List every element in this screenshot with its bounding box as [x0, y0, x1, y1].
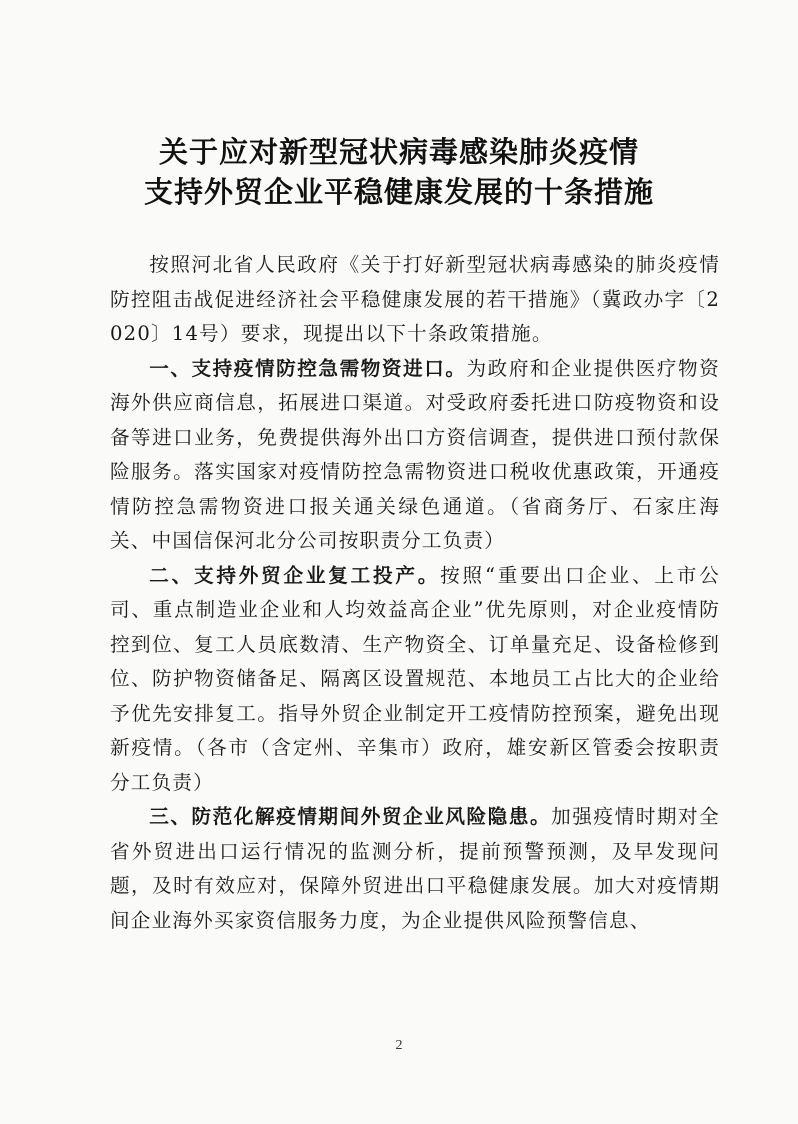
page-number: 2 [395, 1038, 403, 1053]
measure-heading-2: 二、支持外贸企业复工投产。 [149, 563, 441, 587]
measure-paragraph-1 [110, 352, 720, 559]
measure-heading-1: 一、支持疫情防控急需物资进口。 [149, 356, 467, 380]
measure-text-3: 加强疫情时期对全省外贸进出口运行情况的监测分析，提前预警预测，及早发现问题，及时有效应对，保障外贸进出口平稳健康发展。加大对疫情期间企业海外买家资信服务力度，为企业提供风险预警信息、 [110, 805, 720, 932]
intro-paragraph: 按照河北省人民政府《关于打好新型冠状病毒感染的肺炎疫情防控阻击战促进经济社会平稳健康发展的若干措施》（冀政办字〔2020〕14号）要求，现提出以下十条政策措施。 [110, 253, 720, 345]
measure-text-1: 为政府和企业提供医疗物资海外供应商信息，拓展进口渠道。对受政府委托进口防疫物资和设备等进口业务，免费提供海外出口方资信调查，提供进口预付款保险服务。落实国家对疫情防控急需物资进口税收优惠政策，开通疫情防控急需物资进口报关通关绿色通道。（省商务厅、石家庄海关、中国信保河北分公司按职责分工负责） [110, 356, 721, 552]
measure-heading-3: 三、防范化解疫情期间外贸企业风险隐患。 [149, 805, 552, 828]
document-body [110, 248, 720, 938]
document-title-line-1: 关于应对新型冠状病毒感染肺炎疫情 [158, 135, 639, 169]
measure-text-2: 按照“重要出口企业、上市公司、重点制造业企业和人均效益高企业”优先原则，对企业疫情防控到位、复工人员底数清、生产物资全、订单量充足、设备检修到位、防护物资储备足、隔离区设置规范、本地员工占比大的企业给予优先安排复工。指导外贸企业制定开工疫情防控预案，避免出现新疫情。（各市（含定州、辛集市）政府，雄安新区管委会按职责分工负责） [110, 563, 720, 794]
measure-paragraph-2 [110, 559, 720, 801]
document-title-line-2: 支持外贸企业平稳健康发展的十条措施 [143, 175, 654, 209]
measure-paragraph-3 [110, 800, 720, 938]
